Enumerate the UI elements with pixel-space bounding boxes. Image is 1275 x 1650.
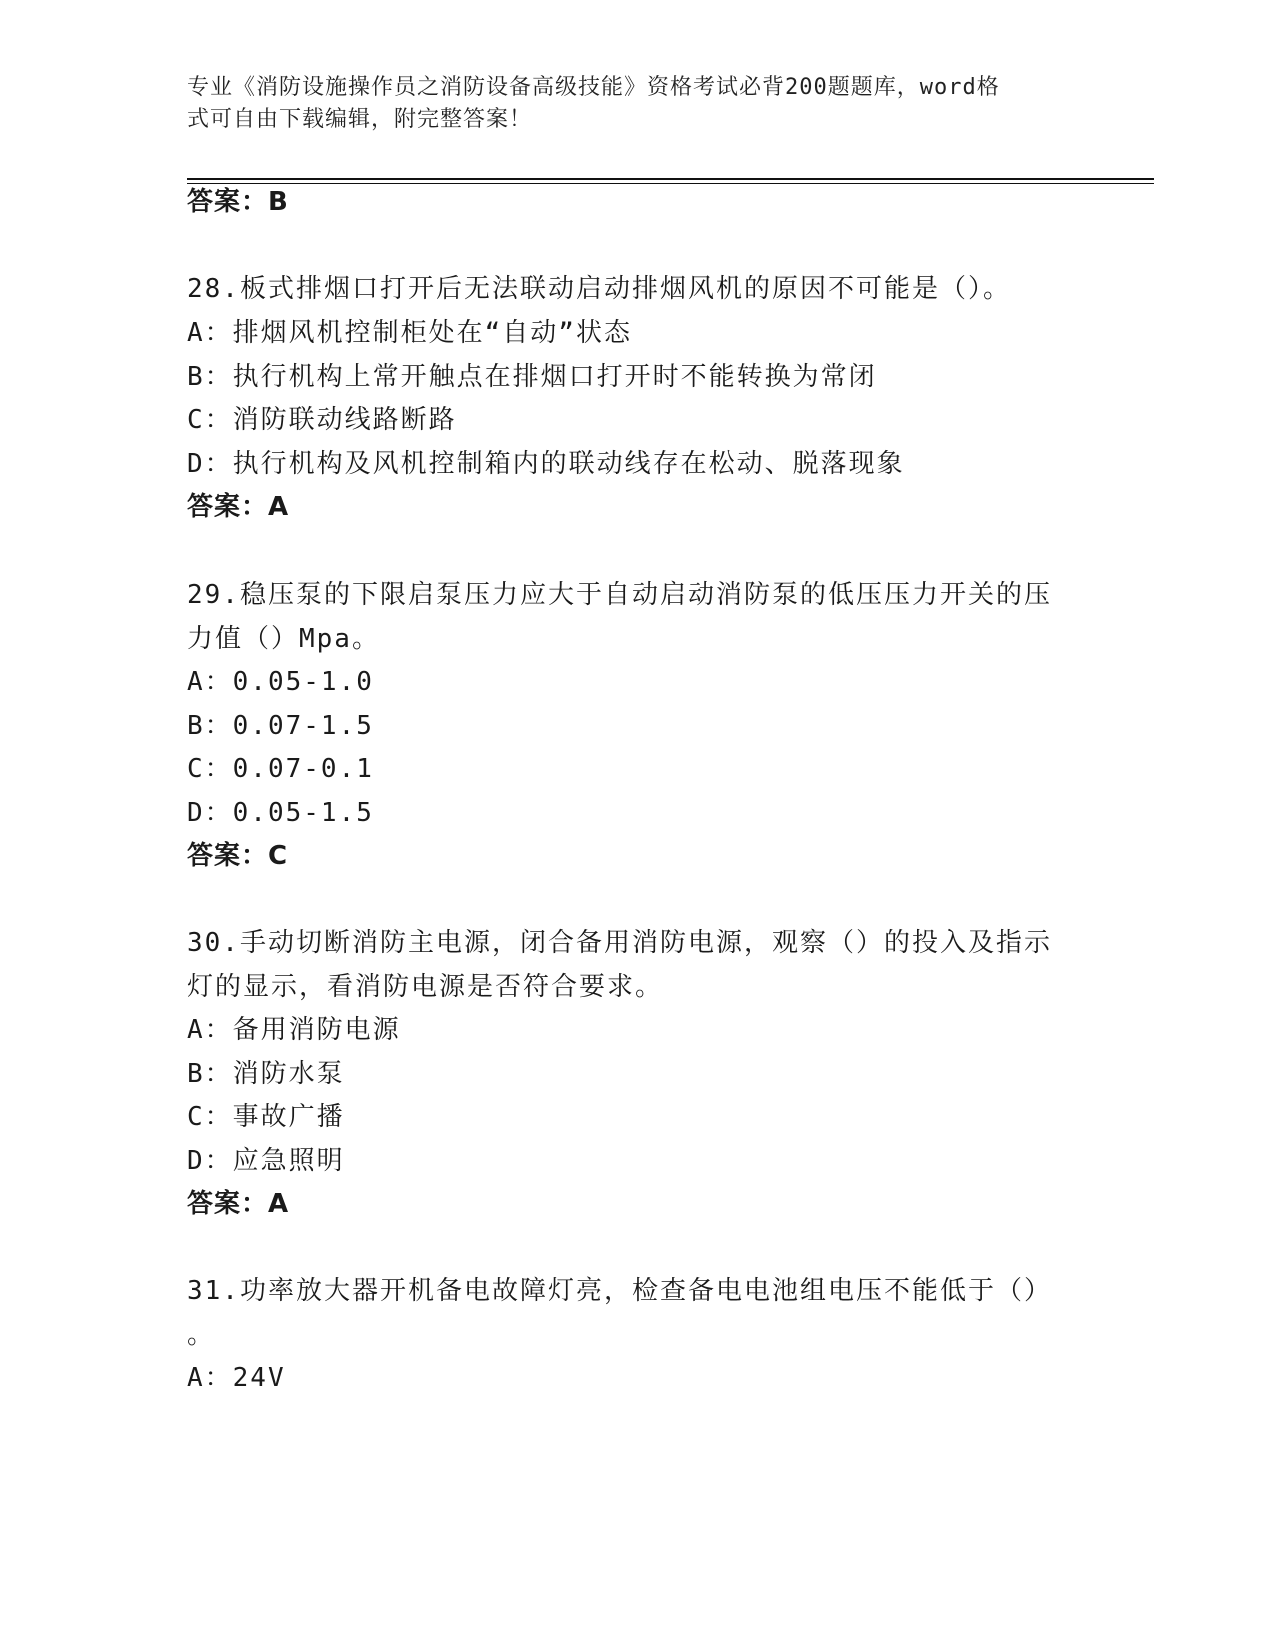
header-divider-thin — [187, 183, 1154, 184]
question-30-option-d: D：应急照明 — [187, 1146, 345, 1176]
question-29-option-c: C：0.07-0.1 — [187, 754, 374, 784]
question-31-option-a: A：24V — [187, 1363, 286, 1393]
question-30-stem-line-2: 灯的显示，看消防电源是否符合要求。 — [187, 972, 664, 1002]
question-28-option-b: B：执行机构上常开触点在排烟口打开时不能转换为常闭 — [187, 362, 877, 392]
previous-answer: 答案：B — [187, 187, 289, 217]
question-29-stem-line-2: 力值（）Mpa。 — [187, 624, 380, 654]
question-29-answer: 答案：C — [187, 841, 289, 871]
question-30-option-a: A：备用消防电源 — [187, 1015, 401, 1045]
question-30-stem-line-1: 30.手动切断消防主电源，闭合备用消防电源，观察（）的投入及指示 — [187, 928, 1052, 958]
question-29-option-d: D：0.05-1.5 — [187, 798, 374, 828]
question-30-answer: 答案：A — [187, 1189, 290, 1219]
question-30-option-c: C：事故广播 — [187, 1102, 345, 1132]
question-31-stem-line-2: 。 — [187, 1320, 216, 1350]
question-29-option-a: A：0.05-1.0 — [187, 667, 374, 697]
header-line-2: 式可自由下载编辑，附完整答案！ — [187, 107, 533, 132]
document-header — [187, 72, 1067, 136]
question-28-option-d: D：执行机构及风机控制箱内的联动线存在松动、脱落现象 — [187, 449, 905, 479]
header-line-1: 专业《消防设施操作员之消防设备高级技能》资格考试必背200题题库，word格 — [187, 75, 1000, 100]
question-28-stem: 28.板式排烟口打开后无法联动启动排烟风机的原因不可能是（）。 — [187, 274, 1011, 304]
question-31-stem-line-1: 31.功率放大器开机备电故障灯亮，检查备电电池组电压不能低于（） — [187, 1276, 1052, 1306]
question-28-option-c: C：消防联动线路断路 — [187, 405, 457, 435]
question-28-option-a: A：排烟风机控制柜处在“自动”状态 — [187, 318, 632, 348]
question-29-option-b: B：0.07-1.5 — [187, 711, 374, 741]
question-29-stem-line-1: 29.稳压泵的下限启泵压力应大于自动启动消防泵的低压压力开关的压 — [187, 580, 1052, 610]
question-30-option-b: B：消防水泵 — [187, 1059, 345, 1089]
header-divider-thick — [187, 178, 1154, 180]
question-28-answer: 答案：A — [187, 492, 290, 522]
